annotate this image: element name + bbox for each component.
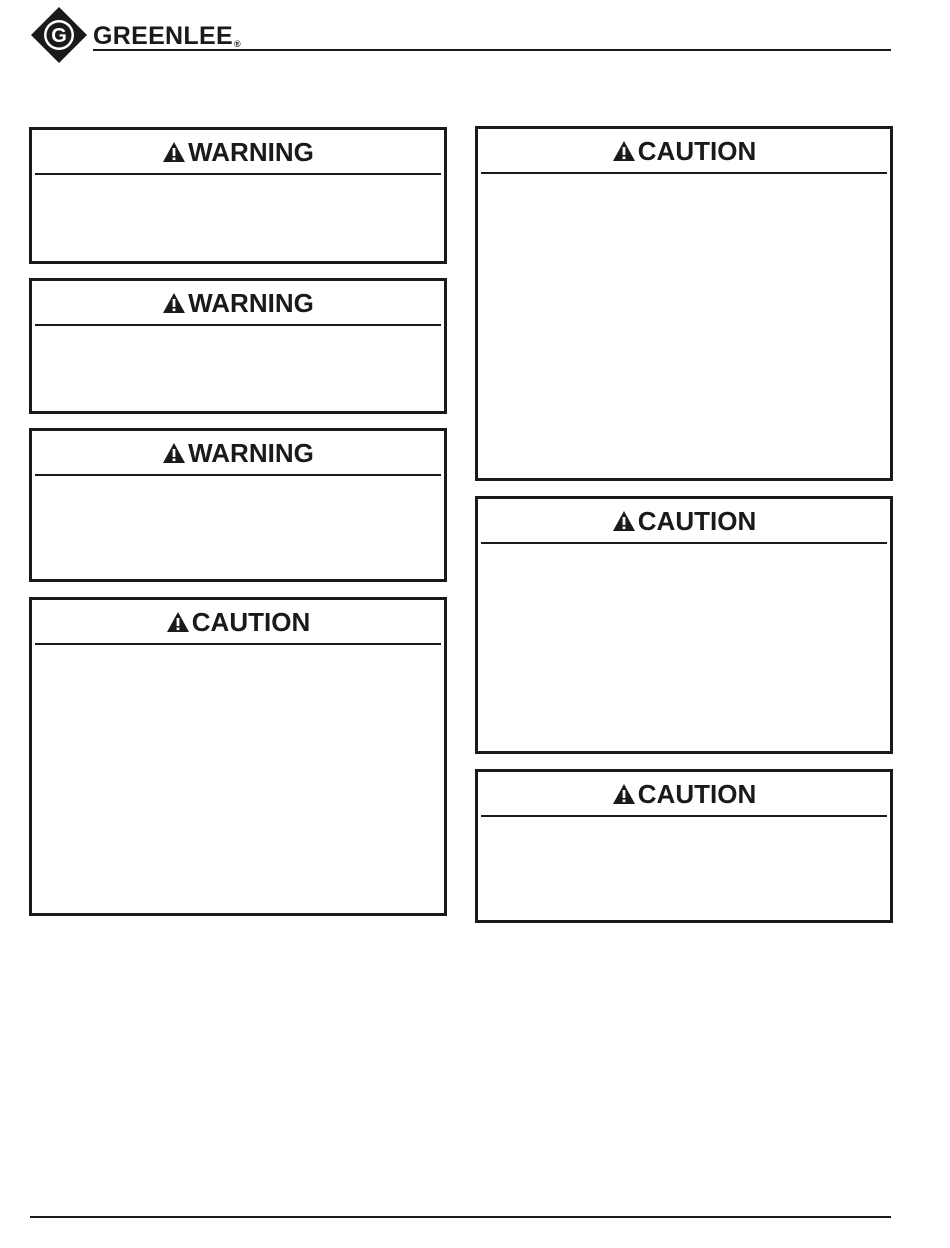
warning-notice-1	[29, 127, 447, 264]
notice-title: WARNING	[188, 136, 314, 167]
footer-divider	[30, 1216, 891, 1218]
alert-triangle-icon	[612, 783, 636, 805]
caution-notice-right-1	[475, 126, 893, 481]
alert-triangle-icon	[612, 510, 636, 532]
notice-header	[35, 281, 441, 326]
notice-title: CAUTION	[191, 606, 311, 637]
notice-header	[481, 772, 887, 817]
notice-title: CAUTION	[637, 505, 757, 536]
warning-notice-3	[29, 428, 447, 582]
alert-triangle-icon	[162, 442, 186, 464]
notice-title: CAUTION	[637, 135, 757, 166]
caution-notice-right-3	[475, 769, 893, 923]
caution-notice-right-2	[475, 496, 893, 754]
brand-name	[93, 21, 241, 51]
greenlee-diamond-logo-icon	[30, 6, 88, 64]
alert-triangle-icon	[162, 292, 186, 314]
alert-triangle-icon	[166, 611, 190, 633]
header-divider	[93, 49, 891, 51]
notice-title: CAUTION	[637, 778, 757, 809]
notice-header	[481, 499, 887, 544]
notice-header	[35, 431, 441, 476]
brand-text: GREENLEE	[93, 22, 233, 50]
notice-header	[35, 600, 441, 645]
alert-triangle-icon	[162, 141, 186, 163]
warning-notice-2	[29, 278, 447, 414]
notice-header	[481, 129, 887, 174]
caution-notice-left-1	[29, 597, 447, 916]
alert-triangle-icon	[612, 140, 636, 162]
notice-header	[35, 130, 441, 175]
registered-mark: ®	[233, 39, 241, 49]
notice-title: WARNING	[188, 287, 314, 318]
notice-title: WARNING	[188, 437, 314, 468]
logo-letter: G	[51, 25, 67, 47]
